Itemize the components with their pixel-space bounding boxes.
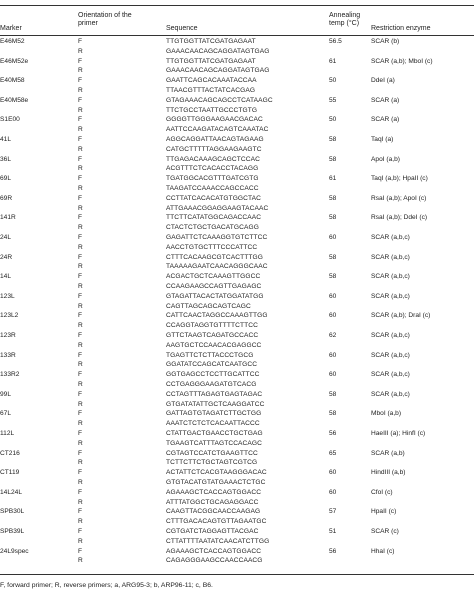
annealing-temp-cell: 55 (329, 96, 337, 104)
annealing-temp-cell: 50 (329, 77, 337, 85)
restriction-enzyme-cell: TaqI (a) (371, 136, 394, 143)
annealing-temp-cell: 50 (329, 116, 337, 124)
sequence-cell: CTATTGACTGAACCTGCTGAG (166, 430, 263, 437)
table-row (0, 87, 474, 96)
sequence-cell: AAGTGCTCCAACACGAGGCC (166, 341, 262, 349)
table-row (0, 371, 474, 380)
restriction-enzyme-cell: RsaI (a,b); DdeI (c) (371, 214, 428, 222)
orientation-cell: R (78, 537, 83, 545)
restriction-enzyme-cell: SCAR (a,b,c) (371, 273, 410, 281)
table-row (0, 303, 474, 312)
table-footnote: F, forward primer; R, reverse primers; a, ARG95-3; b, ARP96-11; c, B6. (0, 582, 213, 589)
table-bottom-rule (0, 574, 474, 575)
marker-cell: S1E00 (0, 116, 20, 124)
sequence-cell: CATGCTTTTTAGGAAGAAGTC (166, 145, 262, 153)
orientation-cell: F (78, 38, 83, 45)
header-restriction-enzyme: Restriction enzyme (371, 25, 431, 32)
table-row (0, 116, 474, 125)
marker-cell: CT216 (0, 449, 20, 457)
table-row (0, 156, 474, 165)
restriction-enzyme-cell: HaeIII (a); HinfI (c) (371, 430, 426, 437)
restriction-enzyme-cell: TaqI (a,b); HpaII (c) (371, 175, 428, 183)
sequence-cell: GTAGAAACAGCAGCCTCATAAGC (166, 96, 273, 104)
restriction-enzyme-cell: SCAR (a,b,c) (371, 253, 410, 261)
orientation-cell: F (78, 312, 83, 320)
table-row (0, 175, 474, 184)
orientation-cell: F (78, 77, 83, 85)
table-row (0, 283, 474, 292)
table-row (0, 342, 474, 351)
restriction-enzyme-cell: ApoI (a,b) (371, 155, 400, 163)
marker-cell: 67L (0, 410, 12, 418)
annealing-temp-cell: 60 (329, 292, 337, 300)
annealing-temp-cell: 57 (329, 508, 337, 516)
orientation-cell: F (78, 292, 83, 300)
sequence-cell: TTAACGTTTACTATCACGAG (166, 87, 256, 94)
orientation-cell: R (78, 381, 83, 388)
sequence-cell: GTAGATTACACTATGGATATGG (166, 292, 264, 300)
orientation-cell: R (78, 557, 83, 565)
annealing-temp-cell: 60 (329, 351, 337, 359)
restriction-enzyme-cell: SCAR (a,b,c) (371, 351, 410, 359)
table-row (0, 146, 474, 155)
orientation-cell: R (78, 224, 83, 232)
sequence-cell: GATTAGTGTAGATCTTGCTGG (166, 410, 262, 418)
annealing-temp-cell: 61 (329, 175, 337, 183)
sequence-cell: AATTCCAAGATACAGTCAAATAC (166, 126, 269, 134)
sequence-cell: GAAACAACAGCAGGATAGTGAG (166, 67, 270, 75)
sequence-cell: GGTGAGCCTCCTTGCATTCC (166, 371, 260, 379)
table-row (0, 244, 474, 253)
sequence-cell: CCTTATCACACATGTGGCTAC (166, 194, 262, 202)
marker-cell: 141R (0, 214, 16, 222)
sequence-cell: CTTTGACACAGTGTTAGAATGC (166, 518, 267, 526)
marker-cell: 24L9spec (0, 547, 29, 555)
table-row (0, 322, 474, 331)
table-row (0, 508, 474, 517)
restriction-enzyme-cell: SCAR (a,b,c) (371, 390, 410, 398)
sequence-cell: TTGTGGTTATCGATGAGAAT (166, 38, 256, 45)
sequence-cell: AAATCTCTCTCACAATTACCC (166, 420, 260, 428)
orientation-cell: F (78, 214, 83, 222)
table-row (0, 459, 474, 468)
annealing-temp-cell: 58 (329, 136, 337, 143)
table-row (0, 205, 474, 214)
orientation-cell: R (78, 341, 83, 349)
header-marker: Marker (0, 25, 22, 32)
sequence-cell: ACGACTGCTCAAAGTTGGCC (166, 273, 261, 281)
sequence-cell: TAAAAAGAATCAACAGGGCAAC (166, 263, 268, 271)
table-row (0, 263, 474, 272)
annealing-temp-cell: 60 (329, 312, 337, 320)
orientation-cell: R (78, 518, 83, 526)
sequence-cell: CAGAGGGAAGCCAACCAACG (166, 557, 263, 565)
table-row (0, 312, 474, 321)
orientation-cell: F (78, 547, 83, 555)
restriction-enzyme-cell: SCAR (a,b); MboI (c) (371, 57, 433, 65)
marker-cell: E46M52 (0, 38, 25, 45)
sequence-cell: ATTGAAACGGAGGAAGTACAAC (166, 204, 269, 212)
orientation-cell: R (78, 185, 83, 192)
marker-cell: E40M58 (0, 77, 25, 85)
table-row (0, 224, 474, 233)
sequence-cell: AGGCAGGATTAACAGTAGAAG (166, 136, 264, 143)
table-row (0, 332, 474, 341)
header-orientation: Orientation of the primer (78, 12, 132, 27)
table-row (0, 97, 474, 106)
sequence-cell: GAAACAACAGCAGGATAGTGAG (166, 47, 270, 55)
orientation-cell: F (78, 155, 83, 163)
table-row (0, 67, 474, 76)
table-row (0, 126, 474, 135)
marker-cell: SPB39L (0, 528, 25, 535)
table-row (0, 548, 474, 557)
marker-cell: 133R2 (0, 371, 20, 379)
table-row (0, 58, 474, 67)
annealing-temp-cell: 60 (329, 371, 337, 379)
annealing-temp-cell: 65 (329, 449, 337, 457)
table-row (0, 352, 474, 361)
restriction-enzyme-cell: HhaI (c) (371, 547, 395, 555)
orientation-cell: F (78, 234, 83, 241)
sequence-cell: CGTAGTCCATCTGAAGTTCC (166, 449, 258, 457)
orientation-cell: F (78, 469, 83, 477)
restriction-enzyme-cell: SCAR (a,b,c) (371, 234, 410, 241)
table-row (0, 195, 474, 204)
sequence-cell: TTGAGACAAAGCAGCTCCAC (166, 155, 260, 163)
sequence-cell: GAGATTCTCAAAGGTGTCTTCC (166, 234, 268, 241)
sequence-cell: TGAGTTCTCTTACCCTGCG (166, 351, 254, 359)
annealing-temp-cell: 56 (329, 547, 337, 555)
restriction-enzyme-cell: HindIII (a,b) (371, 469, 406, 477)
sequence-cell: AGAAAGCTCACCAGTGGACC (166, 547, 262, 555)
sequence-cell: TCTTCTTCTGCTAGTCGTCG (166, 459, 258, 467)
sequence-cell: GGGGTTGGGAAGAACGACAC (166, 116, 263, 124)
table-row (0, 48, 474, 57)
orientation-cell: R (78, 302, 83, 310)
table-row (0, 538, 474, 547)
annealing-temp-cell: 61 (329, 57, 337, 65)
orientation-cell: F (78, 449, 83, 457)
orientation-cell: F (78, 175, 83, 183)
orientation-cell: F (78, 273, 83, 281)
orientation-cell: R (78, 498, 83, 506)
table-row (0, 234, 474, 243)
sequence-cell: TTCTGCCTAATTGCCCTGTG (166, 106, 258, 114)
table-row (0, 214, 474, 223)
sequence-cell: ACGTTTCTCACACCTACAGG (166, 165, 259, 173)
orientation-cell: R (78, 145, 83, 153)
restriction-enzyme-cell: SCAR (c) (371, 528, 399, 535)
sequence-cell: GTTCTAAGTCAGATGCCACC (166, 332, 259, 339)
orientation-cell: R (78, 204, 83, 212)
restriction-enzyme-cell: SCAR (a,b,c) (371, 332, 410, 339)
sequence-cell: CTTATTTTAATATCAACATCTTGG (166, 537, 270, 545)
table-row (0, 479, 474, 488)
sequence-cell: GTGTACATGTATGAAACTCTGC (166, 479, 266, 486)
table-row (0, 381, 474, 390)
restriction-enzyme-cell: SCAR (a,b) (371, 449, 405, 457)
orientation-cell: R (78, 47, 83, 55)
sequence-cell: TAAGATCCAAACCAGCCACC (166, 185, 259, 192)
sequence-cell: GAATTCAGCACAAATACCAA (166, 77, 257, 85)
restriction-enzyme-cell: SCAR (b) (371, 38, 400, 45)
annealing-temp-cell: 58 (329, 410, 337, 418)
sequence-cell: AACCTGTGCTTTCCCATTCC (166, 243, 258, 251)
marker-cell: 99L (0, 390, 12, 398)
table-row (0, 410, 474, 419)
marker-cell: 133R (0, 351, 16, 359)
table-row (0, 499, 474, 508)
annealing-temp-cell: 58 (329, 390, 337, 398)
orientation-cell: F (78, 136, 83, 143)
sequence-cell: TGAAGTCATTTAGTCCACAGC (166, 439, 262, 447)
marker-cell: 24L (0, 234, 12, 241)
sequence-cell: CCAAGAAGCCAGTTGAGAGC (166, 283, 262, 290)
marker-cell: 112L (0, 430, 15, 437)
orientation-cell: R (78, 459, 83, 467)
sequence-cell: ACTATTCTCACGTAAGGGACAC (166, 469, 267, 477)
orientation-cell: R (78, 126, 83, 134)
orientation-cell: F (78, 371, 83, 379)
annealing-temp-cell: 58 (329, 155, 337, 163)
restriction-enzyme-cell: SCAR (a,b,c) (371, 371, 410, 379)
annealing-temp-cell: 56.5 (329, 38, 342, 45)
sequence-cell: TGATGGCACGTTTGATCGTG (166, 175, 259, 183)
table-row (0, 361, 474, 370)
sequence-cell: TTGTGGTTATCGATGAGAAT (166, 57, 256, 65)
sequence-cell: GGATATCCAGCATCAATGCC (166, 361, 258, 369)
table-top-rule (0, 5, 474, 6)
table-row (0, 273, 474, 282)
table-row (0, 528, 474, 537)
sequence-cell: CTTTCACAAGCGTCACTTTGG (166, 253, 263, 261)
sequence-cell: CGTGATCTAGGAGTTACGAC (166, 528, 259, 535)
header-annealing-temp: Annealing temp (°C) (329, 12, 361, 27)
annealing-temp-cell: 58 (329, 214, 337, 222)
marker-cell: E46M52e (0, 57, 29, 65)
table-row (0, 469, 474, 478)
table-row (0, 38, 474, 47)
restriction-enzyme-cell: DdeI (a) (371, 77, 395, 85)
restriction-enzyme-cell: SCAR (a) (371, 96, 400, 104)
header-sequence: Sequence (166, 25, 198, 32)
orientation-cell: F (78, 508, 83, 516)
table-row (0, 391, 474, 400)
table-row (0, 489, 474, 498)
sequence-cell: AGAAAGCTCACCAGTGGACC (166, 488, 262, 496)
orientation-cell: R (78, 322, 83, 330)
sequence-cell: TTCTTCATATGGCAGACCAAC (166, 214, 262, 222)
header-bottom-rule (0, 35, 474, 36)
orientation-cell: F (78, 390, 83, 398)
sequence-cell: CCTGAGGGAAGATGTCACG (166, 381, 257, 388)
sequence-cell: CAGTTAGCAGCAGTCAGC (166, 302, 251, 310)
orientation-cell: R (78, 479, 83, 486)
table-row (0, 430, 474, 439)
marker-cell: 123R (0, 332, 16, 339)
sequence-cell: CCTAGTTTAGAGTGAGTAGAC (166, 390, 263, 398)
orientation-cell: F (78, 332, 83, 339)
orientation-cell: R (78, 165, 83, 173)
marker-cell: E40M58e (0, 96, 29, 104)
restriction-enzyme-cell: MboI (a,b) (371, 410, 402, 418)
marker-cell: 24R (0, 253, 13, 261)
annealing-temp-cell: 51 (329, 528, 337, 535)
orientation-cell: R (78, 361, 83, 369)
orientation-cell: F (78, 116, 83, 124)
table-row (0, 254, 474, 263)
marker-cell: 41L (0, 136, 12, 143)
restriction-enzyme-cell: CfoI (c) (371, 488, 393, 496)
sequence-cell: CCAGGTAGGTGTTTTCTTCC (166, 322, 258, 330)
marker-cell: SPB30L (0, 508, 25, 516)
orientation-cell: R (78, 243, 83, 251)
marker-cell: 123L2 (0, 312, 19, 320)
orientation-cell: R (78, 87, 83, 94)
table-row (0, 420, 474, 429)
sequence-cell: CAAGTTACGGCAACCAAGAG (166, 508, 261, 516)
orientation-cell: F (78, 57, 83, 65)
annealing-temp-cell: 60 (329, 469, 337, 477)
restriction-enzyme-cell: SCAR (a,b); DraI (c) (371, 312, 431, 320)
orientation-cell: F (78, 528, 83, 535)
marker-cell: 14L24L (0, 488, 23, 496)
table-row (0, 293, 474, 302)
orientation-cell: F (78, 194, 83, 202)
table-row (0, 136, 474, 145)
orientation-cell: F (78, 96, 83, 104)
orientation-cell: R (78, 263, 83, 271)
table-row (0, 450, 474, 459)
table-row (0, 557, 474, 566)
table-row (0, 165, 474, 174)
table-row (0, 401, 474, 410)
annealing-temp-cell: 56 (329, 430, 337, 437)
marker-cell: 36L (0, 155, 12, 163)
orientation-cell: R (78, 106, 83, 114)
marker-cell: 69R (0, 194, 13, 202)
table-row (0, 107, 474, 116)
annealing-temp-cell: 60 (329, 234, 337, 241)
table-row (0, 518, 474, 527)
annealing-temp-cell: 58 (329, 194, 337, 202)
sequence-cell: CTACTCTGCTGACATGCAGG (166, 224, 259, 232)
restriction-enzyme-cell: RsaI (a,b); ApoI (c) (371, 194, 427, 202)
table-row (0, 440, 474, 449)
table-row (0, 77, 474, 86)
orientation-cell: F (78, 351, 83, 359)
sequence-cell: CATTCAACTAGGCCAAAGTTGG (166, 312, 268, 320)
orientation-cell: R (78, 400, 83, 408)
marker-cell: 69L (0, 175, 12, 183)
sequence-cell: GTGATATATTGCTCAAGGATCC (166, 400, 265, 408)
annealing-temp-cell: 60 (329, 488, 337, 496)
orientation-cell: F (78, 410, 83, 418)
annealing-temp-cell: 62 (329, 332, 337, 339)
annealing-temp-cell: 58 (329, 253, 337, 261)
annealing-temp-cell: 58 (329, 273, 337, 281)
marker-cell: CT119 (0, 469, 20, 477)
restriction-enzyme-cell: SCAR (a) (371, 116, 400, 124)
orientation-cell: R (78, 67, 83, 75)
orientation-cell: F (78, 253, 83, 261)
orientation-cell: R (78, 439, 83, 447)
table-row (0, 185, 474, 194)
orientation-cell: R (78, 283, 83, 290)
marker-cell: 14L (0, 273, 12, 281)
restriction-enzyme-cell: SCAR (a,b,c) (371, 292, 410, 300)
orientation-cell: F (78, 488, 83, 496)
orientation-cell: R (78, 420, 83, 428)
orientation-cell: F (78, 430, 83, 437)
restriction-enzyme-cell: HpaII (c) (371, 508, 397, 516)
sequence-cell: ATTTATGGCTGCAGAGGACC (166, 498, 259, 506)
marker-cell: 123L (0, 292, 15, 300)
